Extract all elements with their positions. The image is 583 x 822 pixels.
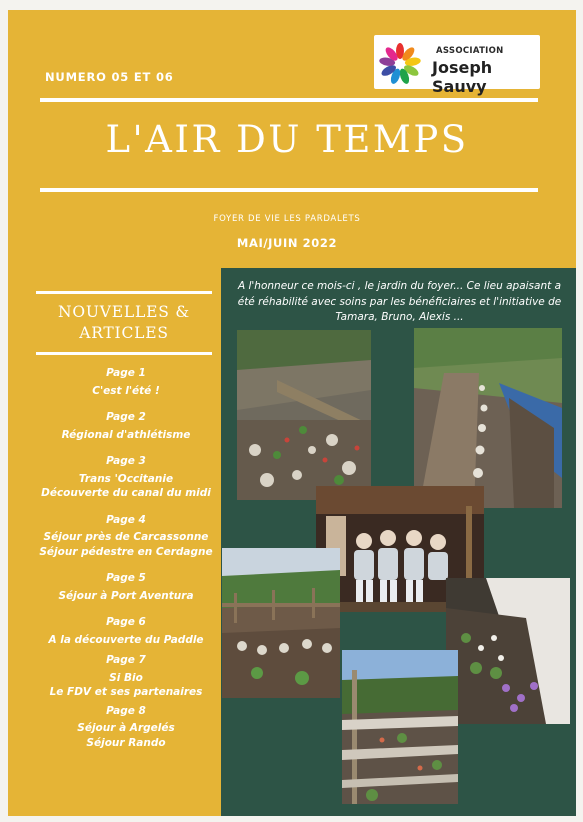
toc-item <box>20 704 232 751</box>
toc-article-title: Séjour à Port Aventura <box>58 589 194 602</box>
toc-article-title: Si Bio <box>109 671 143 684</box>
title-divider <box>40 188 538 192</box>
toc-item <box>20 454 232 501</box>
toc-article-title: Trans 'Occitanie <box>78 472 174 485</box>
toc-item <box>20 366 232 398</box>
toc-item <box>20 615 232 647</box>
association-logo <box>374 35 540 96</box>
table-of-contents <box>20 366 232 750</box>
flower-bed-photo <box>446 578 570 724</box>
sidebar-bottom-divider <box>36 352 212 355</box>
toc-page-number: Page 3 <box>106 455 146 467</box>
toc-page-number: Page 4 <box>106 513 146 526</box>
toc-item <box>20 653 232 700</box>
toc-page-number: Page 7 <box>106 654 146 666</box>
toc-item <box>20 410 232 442</box>
toc-article-title: Séjour à Argelés <box>77 722 175 734</box>
toc-page-number: Page 6 <box>106 616 146 628</box>
flower-logo-icon <box>378 42 422 86</box>
toc-page-number: Page 2 <box>106 411 146 423</box>
section-title <box>36 302 212 344</box>
garden-path-photo <box>414 328 562 508</box>
toc-article-title: Séjour pédestre en Cerdagne <box>39 545 213 558</box>
sidebar-top-divider <box>36 291 212 294</box>
top-divider <box>40 98 538 102</box>
foyer-name: FOYER DE VIE LES PARDALETS <box>213 214 361 224</box>
toc-article-title: C'est l'été ! <box>92 384 160 397</box>
section-title-line-1: NOUVELLES & <box>58 303 190 321</box>
toc-item <box>20 513 232 560</box>
toc-article-title: Régional d'athlétisme <box>61 428 191 441</box>
garden-photo <box>237 330 371 500</box>
logo-line-1: ASSOCIATION <box>436 46 504 56</box>
toc-page-number: Page 5 <box>106 572 146 584</box>
feature-intro: A l'honneur ce mois-ci , le jardin du foyer... Ce lieu apaisant a été réhabilité avec soins par les bénéficiaires et l'initiative de Tamara, Bruno, Alexis ... <box>237 280 562 323</box>
logo-line-2: Joseph Sauvy <box>432 58 493 96</box>
toc-page-number: Page 8 <box>106 704 146 717</box>
issue-date: MAI/JUIN 2022 <box>236 236 338 250</box>
toc-page-number: Page 1 <box>106 367 146 379</box>
toc-article-title: Le FDV et ses partenaires <box>49 686 203 698</box>
toc-item <box>20 571 232 603</box>
newsletter-title: L'AIR DU TEMPS <box>105 118 469 161</box>
issue-number: NUMERO 05 ET 06 <box>45 70 174 84</box>
toc-article-title: A la découverte du Paddle <box>48 633 204 646</box>
toc-article-title: Séjour Rando <box>86 736 166 749</box>
toc-article-title: Découverte du canal du midi <box>41 487 211 499</box>
garden-fence-photo <box>222 548 340 698</box>
toc-article-title: Séjour près de Carcassonne <box>43 531 209 543</box>
section-title-line-2: ARTICLES <box>79 324 169 342</box>
garden-terrace-photo <box>342 650 458 804</box>
